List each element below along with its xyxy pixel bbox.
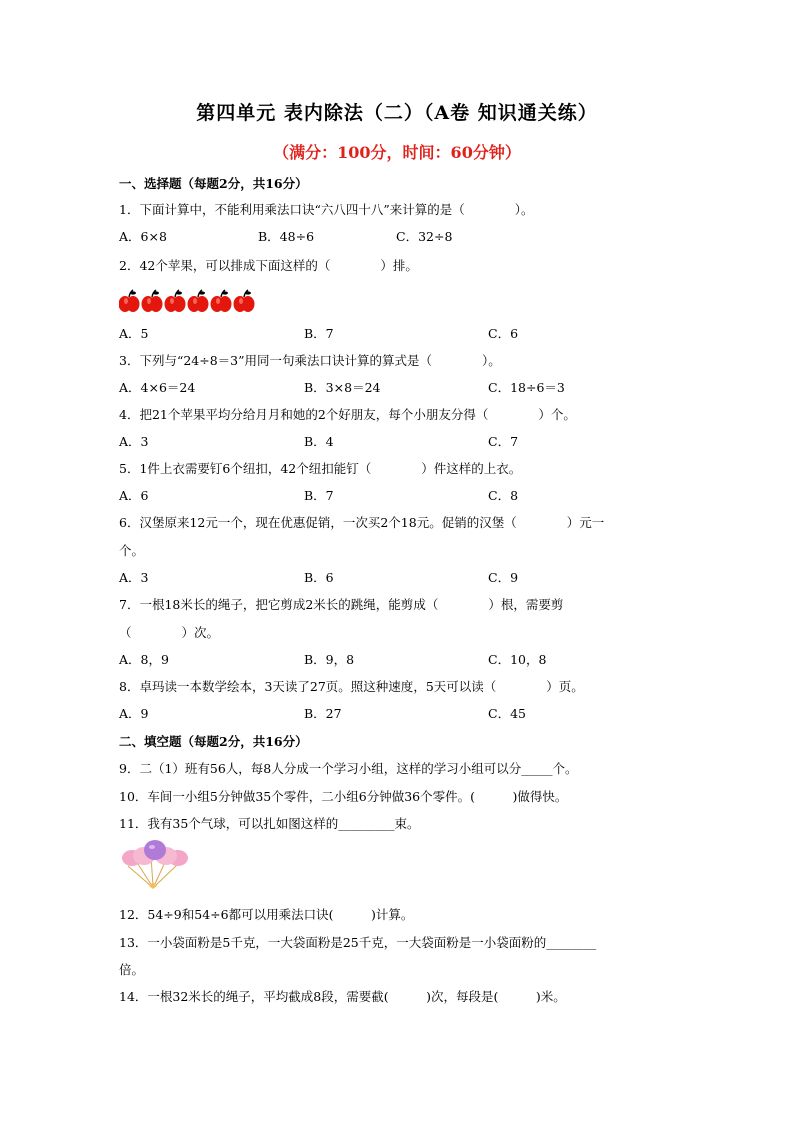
q3-option-c: C．18÷6＝3: [488, 380, 565, 395]
q1-option-a: A．6×8: [119, 229, 167, 244]
q2-option-c: C．6: [488, 326, 519, 341]
apples-image: [119, 288, 259, 316]
apple-icon: [188, 290, 209, 312]
question-6-continuation: 个。: [119, 543, 145, 558]
question-6: 6．汉堡原来12元一个，现在优惠促销，一次买2个18元。促销的汉堡（ ）元一: [119, 515, 605, 530]
question-11: 11．我有35个气球，可以扎如图这样的_________束。: [119, 816, 420, 831]
q5-option-c: C．8: [488, 488, 519, 503]
question-2: 2．42个苹果，可以排成下面这样的（ ）排。: [119, 258, 418, 273]
q6-option-a: A．3: [119, 570, 149, 585]
q6-option-c: C．9: [488, 570, 519, 585]
q8-option-a: A．9: [119, 706, 149, 721]
q5-option-a: A．6: [119, 488, 149, 503]
q1-option-b: B．48÷6: [258, 229, 315, 244]
question-7: 7．一根18米长的绳子，把它剪成2米长的跳绳，能剪成（ ）根，需要剪: [119, 597, 564, 612]
question-4: 4．把21个苹果平均分给月月和她的2个好朋友，每个小朋友分得（ ）个。: [119, 407, 576, 422]
q8-option-c: C．45: [488, 706, 526, 721]
question-14: 14．一根32米长的绳子，平均截成8段，需要截( )次，每段是( )米。: [119, 989, 566, 1004]
q6-option-b: B．6: [304, 570, 334, 585]
q3-option-a: A．4×6＝24: [119, 380, 196, 395]
q5-option-b: B．7: [304, 488, 334, 503]
q7-option-b: B．9，8: [304, 652, 355, 667]
section-choice-heading: 一、选择题（每题2分，共16分）: [119, 176, 308, 191]
apple-icon: [211, 290, 232, 312]
apple-icon: [234, 290, 255, 312]
q2-option-b: B．7: [304, 326, 334, 341]
q4-option-c: C．7: [488, 434, 519, 449]
question-5: 5．1件上衣需要钉6个纽扣，42个纽扣能钉（ ）件这样的上衣。: [119, 461, 522, 476]
q7-option-c: C．10，8: [488, 652, 547, 667]
q8-option-b: B．27: [304, 706, 342, 721]
question-7-continuation: （ ）次。: [119, 625, 220, 640]
page-title: 第四单元 表内除法（二）（A卷 知识通关练）: [196, 102, 598, 124]
question-8: 8．卓玛读一本数学绘本，3天读了27页。照这种速度，5天可以读（ ）页。: [119, 679, 584, 694]
question-13: 13．一小袋面粉是5千克，一大袋面粉是25千克，一大袋面粉是一小袋面粉的________: [119, 935, 597, 950]
q2-option-a: A．5: [119, 326, 149, 341]
apple-icon: [119, 290, 140, 312]
apple-icon: [142, 290, 163, 312]
q1-option-c: C．32÷8: [396, 229, 453, 244]
question-12: 12．54÷9和54÷6都可以用乘法口诀( )计算。: [119, 907, 414, 922]
page-subtitle: （满分：100分，时间：60分钟）: [273, 143, 521, 162]
section-fill-heading: 二、填空题（每题2分，共16分）: [119, 734, 308, 749]
q7-option-a: A．8，9: [119, 652, 169, 667]
apple-icon: [165, 290, 186, 312]
balloon-shape: [144, 840, 166, 860]
q3-option-b: B．3×8＝24: [304, 380, 381, 395]
question-1: 1．下面计算中，不能利用乘法口诀“六八四十八”来计算的是（ ）。: [119, 202, 534, 217]
q4-option-a: A．3: [119, 434, 149, 449]
balloon-bunch-icon: [118, 838, 194, 894]
question-10: 10．车间一小组5分钟做35个零件，二小组6分钟做36个零件。( )做得快。: [119, 789, 568, 804]
question-3: 3．下列与“24÷8＝3”用同一句乘法口诀计算的算式是（ ）。: [119, 353, 501, 368]
q4-option-b: B．4: [304, 434, 334, 449]
question-13-continuation: 倍。: [119, 962, 145, 977]
question-9: 9．二（1）班有56人，每8人分成一个学习小组，这样的学习小组可以分_____个。: [119, 761, 578, 776]
